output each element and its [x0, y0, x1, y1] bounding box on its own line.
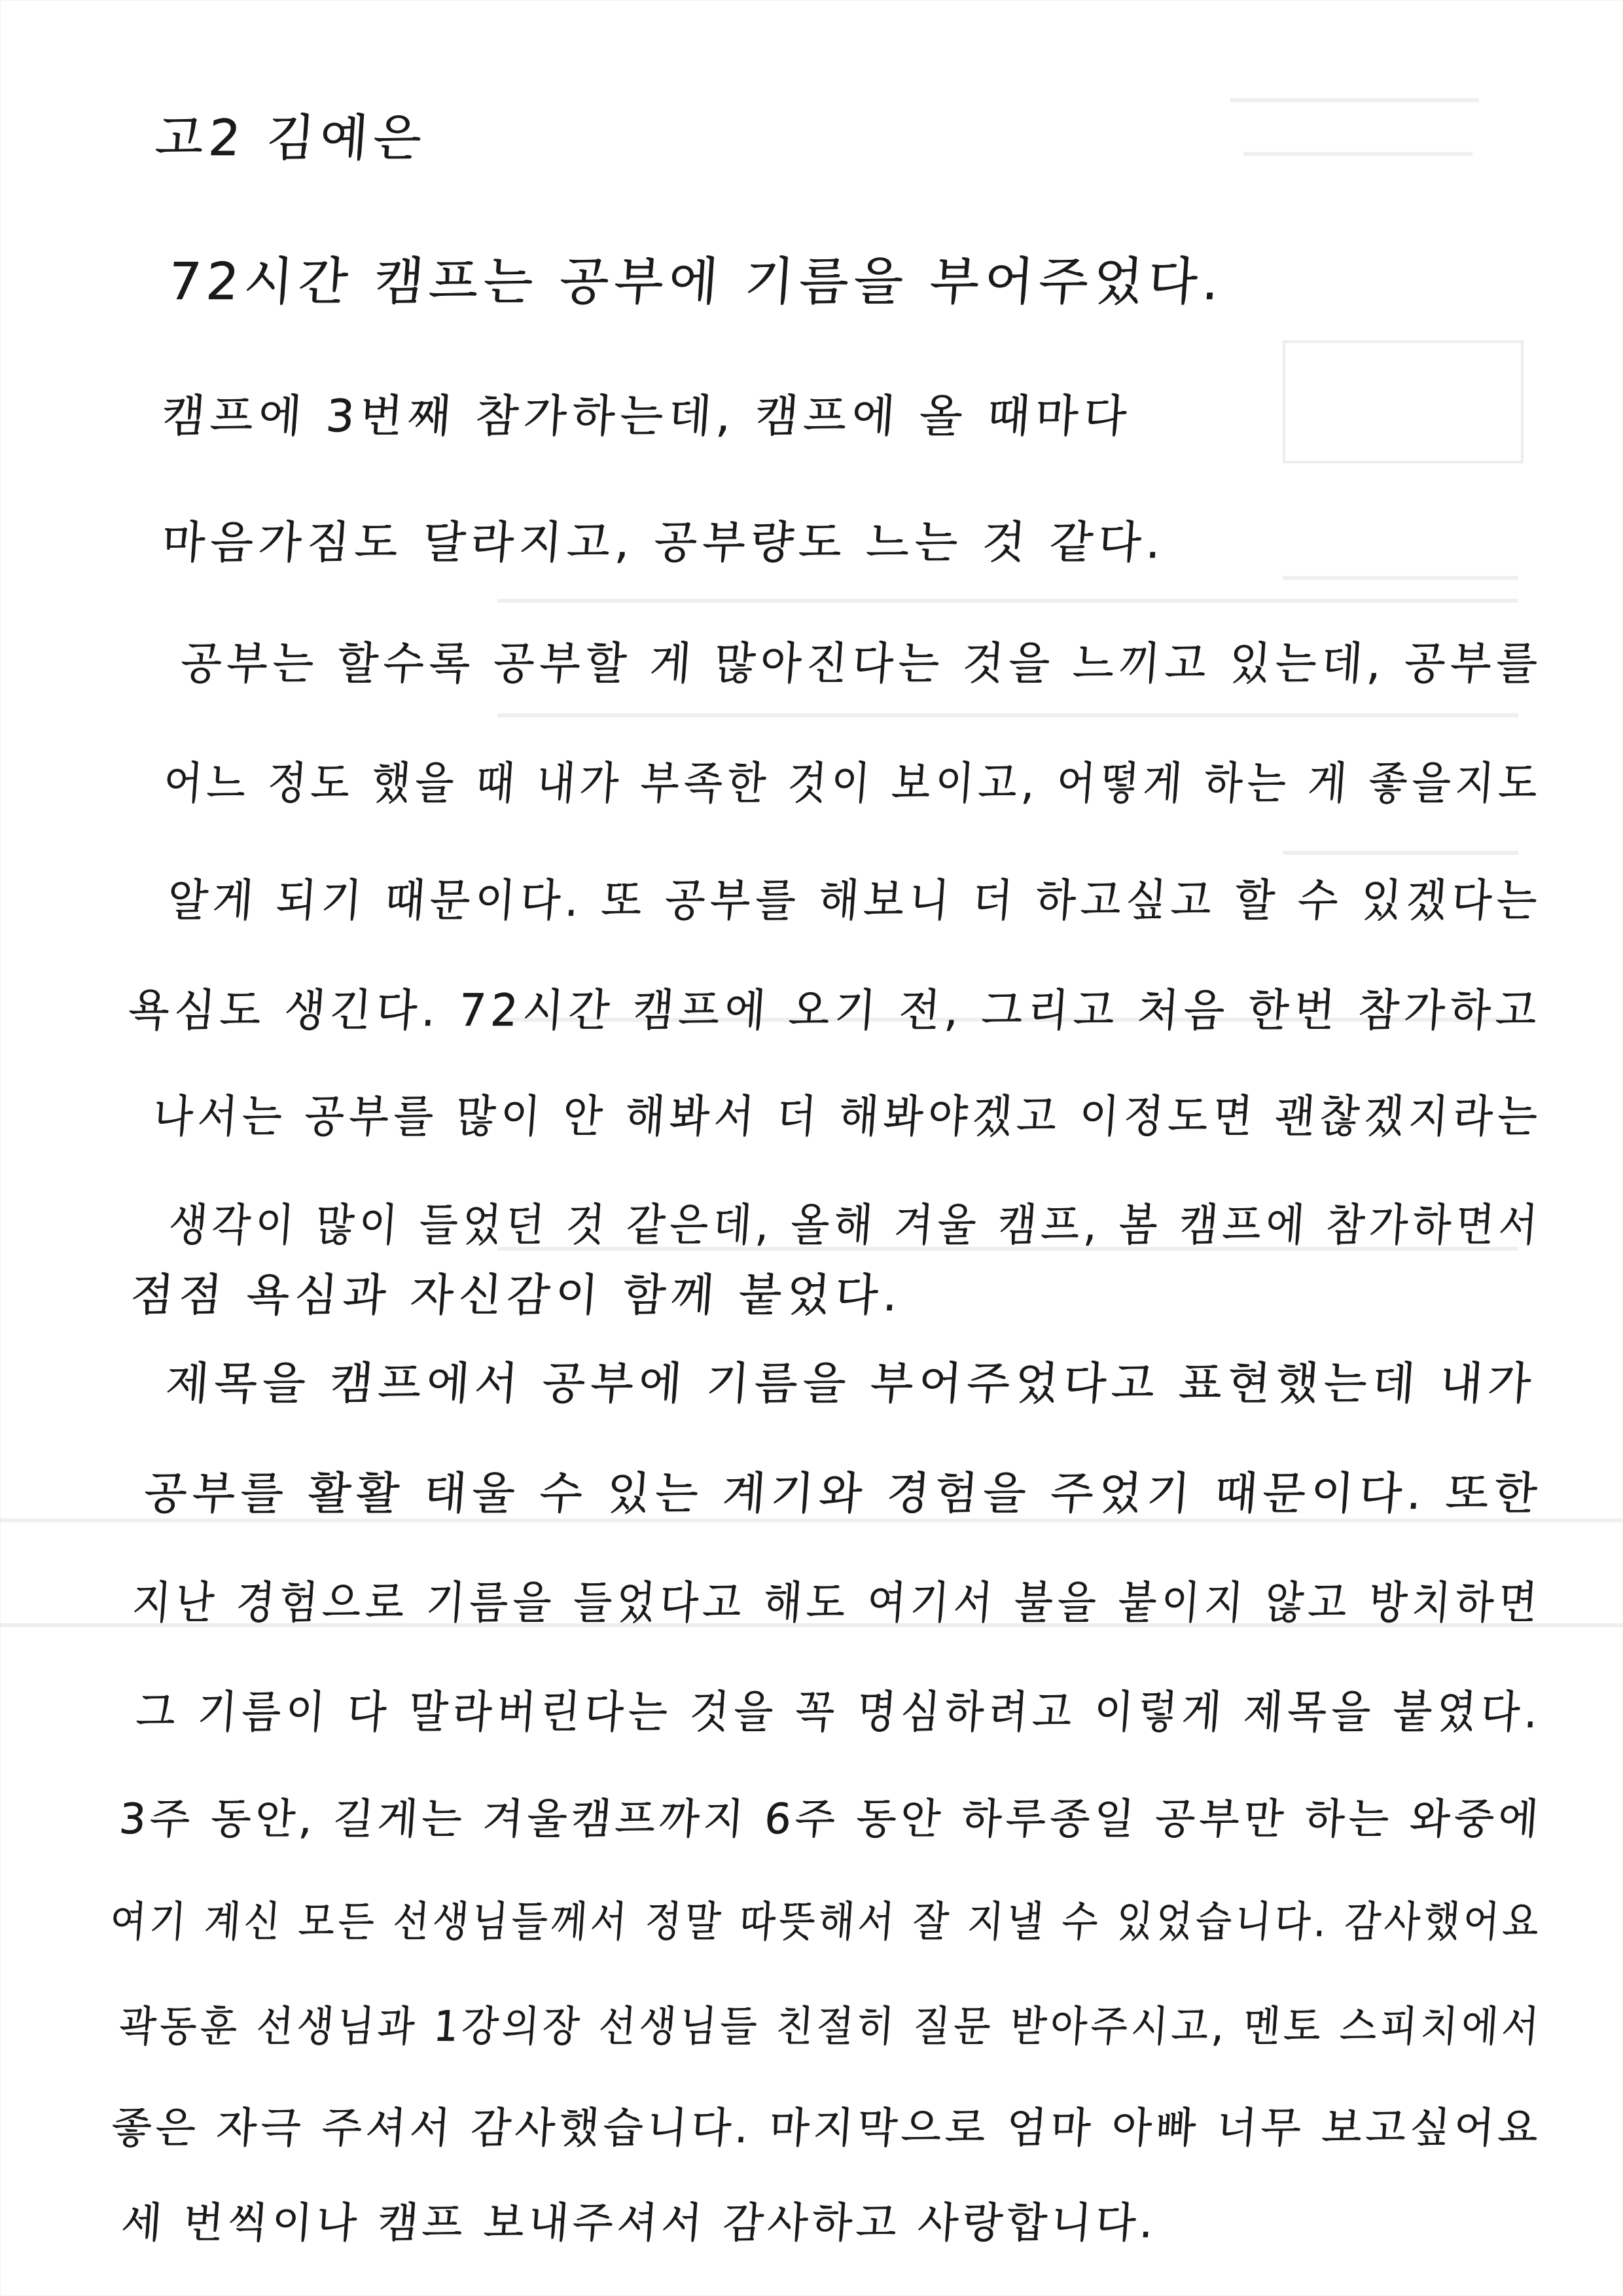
text-line-11: 공부를 활활 태울 수 있는 계기와 경험을 주었기 때문이다. 또한	[142, 1468, 1544, 1520]
text-line-3: 공부는 할수록 공부할 게 많아진다는 것을 느끼고 있는데, 공부를	[179, 638, 1544, 690]
show-through-mark	[1283, 851, 1518, 855]
text-line-18: 세 번씩이나 캠프 보내주셔서 감사하고 사랑합니다.	[119, 2199, 1159, 2248]
show-through-mark	[1283, 576, 1518, 580]
text-line-13: 그 기름이 다 말라버린다는 것을 꼭 명심하려고 이렇게 제목을 붙였다.	[134, 1687, 1544, 1738]
text-line-12: 지난 경험으로 기름을 들었다고 해도 여기서 불을 붙이지 않고 방치하면	[130, 1577, 1544, 1629]
text-line-5: 알게 되기 때문이다. 또 공부를 해보니 더 하고싶고 할 수 있겠다는	[166, 875, 1544, 927]
show-through-mark	[497, 713, 1518, 717]
show-through-mark	[1243, 152, 1472, 156]
text-line-1: 캠프에 3번째 참가하는데, 캠프에 올 때마다	[160, 391, 1133, 442]
text-line-7: 나서는 공부를 많이 안 해봐서 더 해봐야겠고 이정도면 괜찮겠지라는	[151, 1091, 1544, 1143]
text-line-17: 좋은 자극 주셔서 감사했습니다. 마지막으로 엄마 아빠 너무 보고싶어요	[109, 2104, 1544, 2153]
text-line-4: 어느 정도 했을 때 내가 부족한 것이 보이고, 어떻게 하는 게 좋을지도	[162, 758, 1544, 810]
text-line-9: 점점 욕심과 자신감이 함께 붙었다.	[128, 1270, 905, 1321]
show-through-mark	[497, 599, 1518, 603]
text-line-2: 마음가짐도 달라지고, 공부량도 느는 것 같다.	[160, 517, 1168, 569]
text-line-16: 곽동훈 선생님과 1강의장 선생님들 친절히 질문 받아주시고, 멘토 스피치에서	[117, 2003, 1544, 2051]
author-header: 고2 김예은	[153, 109, 429, 167]
show-through-mark	[1283, 340, 1524, 463]
text-line-8: 생각이 많이 들었던 것 같은데, 올해 겨울 캠프, 봄 캠프에 참가하면서	[167, 1200, 1544, 1251]
text-line-15: 여기 계신 모든 선생님들께서 정말 따뜻해서 잘 지낼 수 있었습니다. 감사했어요	[108, 1898, 1544, 1946]
essay-title: 72시간 캠프는 공부에 기름을 부어주었다.	[166, 253, 1226, 312]
show-through-mark	[1230, 98, 1479, 102]
text-line-6: 욕심도 생긴다. 72시간 캠프에 오기 전, 그리고 처음 한번 참가하고	[126, 985, 1544, 1037]
text-line-10: 제목을 캠프에서 공부에 기름을 부어주었다고 표현했는데 내가	[164, 1358, 1538, 1410]
text-line-14: 3주 동안, 길게는 겨울캠프까지 6주 동안 하루종일 공부만 하는 와중에	[117, 1795, 1544, 1844]
